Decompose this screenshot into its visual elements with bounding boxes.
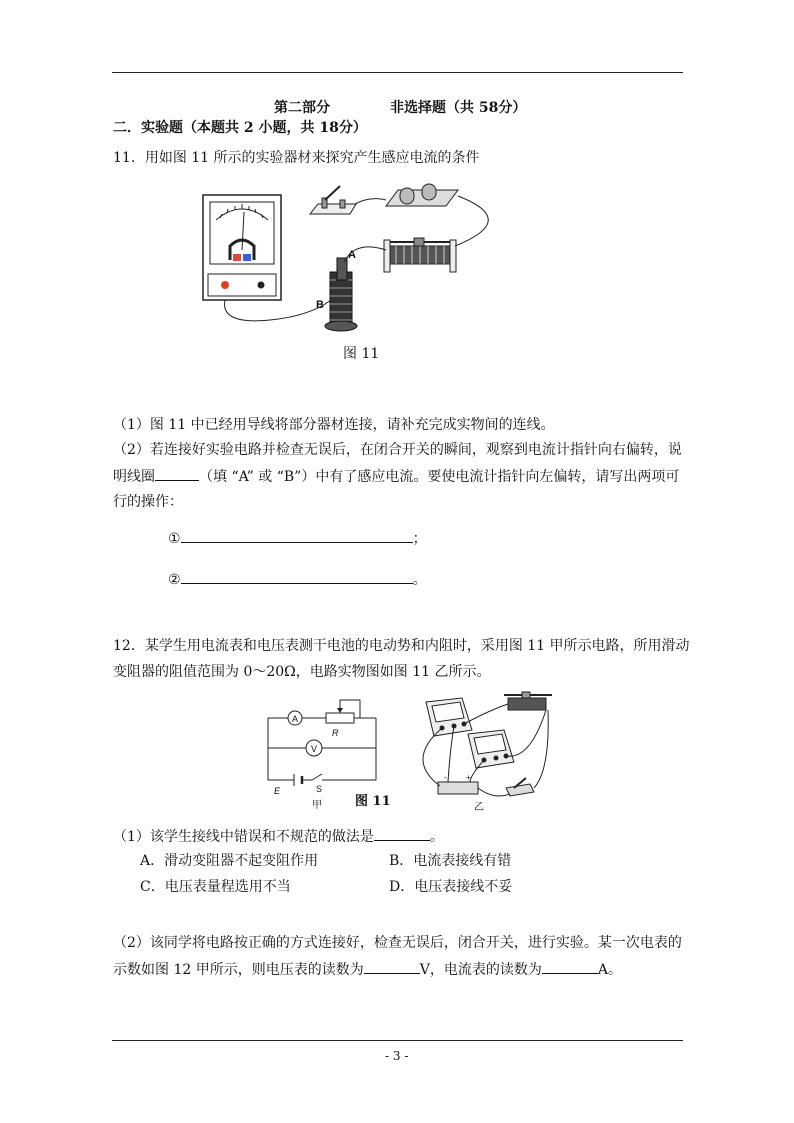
q11-apparatus-figure — [200, 180, 520, 340]
q11-part2-line2-end: （填 “A” 或 “B”）中有了感应电流。要使电流计指针向左偏转，请写出两项可 — [199, 469, 680, 485]
q12-sub1-end: 。 — [429, 829, 444, 845]
battery-plus: + — [466, 773, 471, 782]
rheostat-device — [504, 692, 552, 710]
ammeter-label: A — [291, 714, 299, 724]
coil-b-label: B — [316, 299, 324, 311]
q11-part2-line2 — [113, 466, 679, 487]
choice-a[interactable]: A．滑动变阻器不起变阻作用 — [140, 853, 319, 869]
left-figure-label: 甲 — [312, 800, 322, 811]
rheostat-label: R — [332, 728, 339, 738]
operation-2-mark: ② — [168, 572, 181, 588]
switch-device — [506, 778, 534, 796]
q11-part2-line3: 行的操作： — [113, 494, 183, 510]
q11-figure-caption: 图 11 — [343, 346, 380, 362]
knife-switch — [310, 186, 356, 214]
coil-answer-blank[interactable] — [155, 466, 199, 481]
operation-1-row — [168, 528, 427, 549]
q12-sub2-line2-end: A。 — [597, 962, 622, 978]
page-number: - 3 - — [385, 1049, 409, 1063]
battery-holder — [386, 184, 458, 206]
operation-2-blank[interactable] — [181, 569, 413, 584]
q12-figure-caption: 图 11 — [355, 794, 391, 809]
q11-stem: 11．用如图 11 所示的实验器材来探究产生感应电流的条件 — [113, 150, 480, 166]
q12-stem-line1: 12．某学生用电流表和电压表测干电池的电动势和内阻时，采用图 11 甲所示电路，所用滑动 — [113, 638, 690, 654]
part-subtitle: 非选择题（共 58分） — [390, 100, 527, 116]
choice-c[interactable]: C．电压表量程选用不当 — [140, 879, 291, 895]
rheostat — [384, 238, 456, 272]
operation-2-row — [168, 569, 427, 590]
footer-rule — [112, 1040, 683, 1041]
q12-sub1-blank[interactable] — [374, 826, 430, 841]
right-figure-label: 乙 — [474, 802, 484, 813]
q12-sub2-line2 — [113, 959, 622, 980]
q12-sub2-line2-mid: V，电流表的读数为 — [419, 962, 542, 978]
q11-part2-line1: （2）若连接好实验电路并检查无误后，在闭合开关的瞬间，观察到电流计指针向右偏转，说 — [113, 442, 682, 458]
coil-assembly — [325, 258, 357, 331]
voltmeter-symbol — [306, 740, 322, 756]
battery-minus: - — [444, 773, 447, 782]
q12-sub1-text: （1）该学生接线中错误和不规范的做法是 — [113, 829, 374, 845]
battery-label: E — [274, 786, 281, 796]
section-heading: 二．实验题（本题共 2 小题，共 18分） — [113, 120, 367, 136]
operation-2-end: 。 — [412, 572, 427, 588]
q12-stem-line2: 变阻器的阻值范围为 0～20Ω，电路实物图如图 11 乙所示。 — [113, 664, 491, 680]
q11-part2-line2-start: 明线圈 — [113, 469, 155, 485]
operation-1-end: ； — [412, 531, 427, 547]
voltmeter-device — [468, 730, 514, 768]
switch-label: S — [316, 784, 323, 794]
voltmeter-reading-blank[interactable] — [364, 959, 420, 974]
part-title: 第二部分 — [274, 100, 330, 116]
header-rule — [112, 72, 683, 73]
q12-sub1 — [113, 826, 444, 847]
choice-b[interactable]: B．电流表接线有错 — [389, 853, 512, 869]
operation-1-mark: ① — [168, 531, 181, 547]
q12-sub2-line2-start: 示数如图 12 甲所示，则电压表的读数为 — [113, 962, 364, 978]
ammeter-reading-blank[interactable] — [542, 959, 598, 974]
ammeter-device — [426, 698, 472, 736]
q12-physical-circuit — [410, 690, 560, 815]
choice-d[interactable]: D．电压表接线不妥 — [389, 879, 513, 895]
operation-1-blank[interactable] — [181, 528, 413, 543]
ammeter-symbol — [288, 711, 302, 725]
q11-part1: （1）图 11 中已经用导线将部分器材连接，请补充完成实物间的连线。 — [113, 417, 555, 433]
coil-a-label: A — [348, 249, 356, 261]
voltmeter-label: V — [310, 744, 318, 754]
q12-sub2-line1: （2）该同学将电路按正确的方式连接好，检查无误后，闭合开关，进行实验。某一次电表的 — [113, 935, 682, 951]
galvanometer — [203, 195, 281, 300]
